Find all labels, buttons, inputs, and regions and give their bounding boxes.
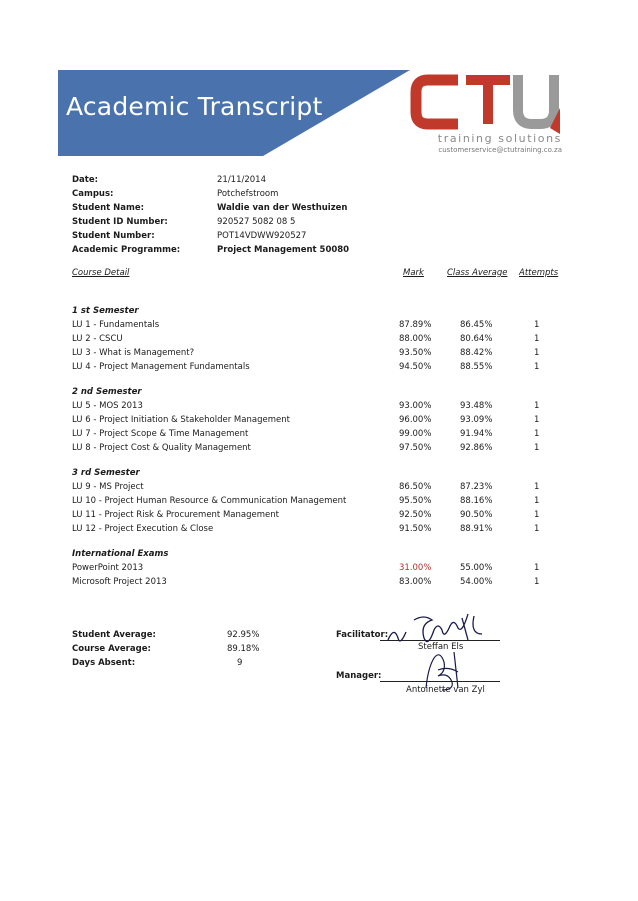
course-mark: 97.50% xyxy=(399,443,432,453)
course-name: LU 8 - Project Cost & Quality Management xyxy=(72,443,251,453)
summary-value: 89.18% xyxy=(227,644,260,654)
course-mark: 83.00% xyxy=(399,577,432,587)
course-row xyxy=(72,575,572,589)
course-name: LU 9 - MS Project xyxy=(72,482,144,492)
info-value: 21/11/2014 xyxy=(217,175,266,185)
summary-value: 9 xyxy=(237,658,243,668)
section-title: 2 nd Semester xyxy=(72,387,142,397)
course-row xyxy=(72,413,572,427)
info-value: 920527 5082 08 5 xyxy=(217,217,296,227)
course-mark: 86.50% xyxy=(399,482,432,492)
course-mark: 95.50% xyxy=(399,496,432,506)
course-class-average: 90.50% xyxy=(460,510,493,520)
course-mark: 31.00% xyxy=(399,563,432,573)
course-row xyxy=(72,508,572,522)
course-attempts: 1 xyxy=(534,401,540,411)
course-class-average: 92.86% xyxy=(460,443,493,453)
course-name: LU 3 - What is Management? xyxy=(72,348,195,358)
course-row xyxy=(72,480,572,494)
course-class-average: 88.16% xyxy=(460,496,493,506)
facilitator-name: Steffan Els xyxy=(418,642,464,652)
section-semester-2 xyxy=(72,385,572,455)
course-name: Microsoft Project 2013 xyxy=(72,577,167,587)
course-name: LU 7 - Project Scope & Time Management xyxy=(72,429,249,439)
course-row xyxy=(72,494,572,508)
header-mark: Mark xyxy=(403,268,424,278)
section-semester-3 xyxy=(72,466,572,536)
course-name: LU 10 - Project Human Resource & Communication Management xyxy=(72,496,347,506)
course-attempts: 1 xyxy=(534,496,540,506)
course-attempts: 1 xyxy=(534,334,540,344)
course-name: LU 2 - CSCU xyxy=(72,334,123,344)
logo-subtitle: training solutions xyxy=(437,132,562,145)
course-name: PowerPoint 2013 xyxy=(72,563,144,573)
section-semester-1 xyxy=(72,304,572,374)
header-attempts: Attempts xyxy=(519,268,559,278)
section-title: 1 st Semester xyxy=(72,306,139,316)
course-row xyxy=(72,561,572,575)
course-mark: 87.89% xyxy=(399,320,432,330)
summary-label: Course Average: xyxy=(72,644,151,654)
page-title: Academic Transcript xyxy=(66,92,323,121)
course-row xyxy=(72,522,572,536)
info-label: Academic Programme: xyxy=(72,245,181,255)
course-attempts: 1 xyxy=(534,443,540,453)
section-title: 3 rd Semester xyxy=(72,468,140,478)
course-row xyxy=(72,346,572,360)
course-class-average: 88.42% xyxy=(460,348,493,358)
summary-label: Days Absent: xyxy=(72,658,136,668)
section-international-exams xyxy=(72,547,572,589)
manager-label: Manager: xyxy=(336,671,382,681)
logo-email: customerservice@ctutraining.co.za xyxy=(438,146,562,154)
ctu-logo-mark xyxy=(410,72,570,134)
course-attempts: 1 xyxy=(534,429,540,439)
course-class-average: 93.48% xyxy=(460,401,493,411)
course-mark: 96.00% xyxy=(399,415,432,425)
info-value: Project Management 50080 xyxy=(217,245,350,255)
header-course-detail: Course Detail xyxy=(72,268,130,278)
info-label: Student Name: xyxy=(72,203,145,213)
course-class-average: 80.64% xyxy=(460,334,493,344)
title-banner xyxy=(58,70,410,156)
course-row xyxy=(72,318,572,332)
course-attempts: 1 xyxy=(534,362,540,372)
course-attempts: 1 xyxy=(534,482,540,492)
course-name: LU 11 - Project Risk & Procurement Management xyxy=(72,510,279,520)
header-class-average: Class Average xyxy=(447,268,508,278)
info-value: POT14VDWW920527 xyxy=(217,231,307,241)
course-mark: 92.50% xyxy=(399,510,432,520)
course-name: LU 1 - Fundamentals xyxy=(72,320,160,330)
course-mark: 93.50% xyxy=(399,348,432,358)
course-attempts: 1 xyxy=(534,510,540,520)
info-value: Waldie van der Westhuizen xyxy=(217,203,348,213)
summary-label: Student Average: xyxy=(72,630,156,640)
course-name: LU 5 - MOS 2013 xyxy=(72,401,143,411)
manager-name: Antoinette van Zyl xyxy=(406,685,485,695)
course-row xyxy=(72,332,572,346)
course-class-average: 87.23% xyxy=(460,482,493,492)
facilitator-label: Facilitator: xyxy=(336,630,389,640)
course-class-average: 55.00% xyxy=(460,563,493,573)
info-label: Student ID Number: xyxy=(72,217,168,227)
summary-value: 92.95% xyxy=(227,630,260,640)
info-value: Potchefstroom xyxy=(217,189,279,199)
course-attempts: 1 xyxy=(534,348,540,358)
course-row xyxy=(72,360,572,374)
course-mark: 93.00% xyxy=(399,401,432,411)
section-title: International Exams xyxy=(72,549,169,559)
course-attempts: 1 xyxy=(534,524,540,534)
course-class-average: 54.00% xyxy=(460,577,493,587)
course-attempts: 1 xyxy=(534,563,540,573)
course-class-average: 88.55% xyxy=(460,362,493,372)
course-class-average: 93.09% xyxy=(460,415,493,425)
course-row xyxy=(72,399,572,413)
course-class-average: 88.91% xyxy=(460,524,493,534)
course-mark: 88.00% xyxy=(399,334,432,344)
course-attempts: 1 xyxy=(534,577,540,587)
course-attempts: 1 xyxy=(534,415,540,425)
course-row xyxy=(72,427,572,441)
course-attempts: 1 xyxy=(534,320,540,330)
info-label: Student Number: xyxy=(72,231,155,241)
course-name: LU 4 - Project Management Fundamentals xyxy=(72,362,250,372)
course-class-average: 86.45% xyxy=(460,320,493,330)
course-name: LU 12 - Project Execution & Close xyxy=(72,524,214,534)
info-label: Date: xyxy=(72,175,99,185)
course-mark: 94.50% xyxy=(399,362,432,372)
course-mark: 99.00% xyxy=(399,429,432,439)
course-mark: 91.50% xyxy=(399,524,432,534)
course-row xyxy=(72,441,572,455)
info-label: Campus: xyxy=(72,189,114,199)
course-class-average: 91.94% xyxy=(460,429,493,439)
course-name: LU 6 - Project Initiation & Stakeholder Management xyxy=(72,415,290,425)
